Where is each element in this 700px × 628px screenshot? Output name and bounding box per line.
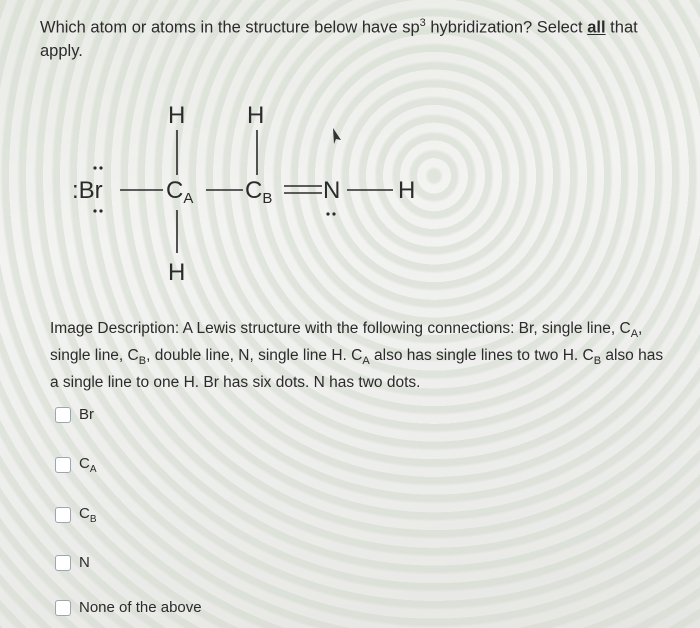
atom-h-right: H xyxy=(398,177,416,204)
checkbox[interactable] xyxy=(55,555,71,571)
checkbox[interactable] xyxy=(55,457,71,473)
mouse-cursor-icon xyxy=(333,128,341,144)
option-label: $C_A$ xyxy=(79,455,97,475)
br-dot xyxy=(99,166,102,169)
atom-cb: $C_B$ xyxy=(245,177,273,207)
checkbox[interactable] xyxy=(55,600,71,616)
option-cb[interactable] xyxy=(55,505,97,525)
atom-br: :Br xyxy=(72,177,103,204)
br-dot xyxy=(93,166,96,169)
checkbox[interactable] xyxy=(55,507,71,523)
option-ca[interactable] xyxy=(55,455,97,475)
atom-n: N xyxy=(323,177,341,204)
lewis-structure xyxy=(0,0,700,300)
br-dot xyxy=(93,209,96,212)
option-br[interactable] xyxy=(55,406,94,423)
question-text: Which atom or atoms in the structure below have $sp^3$ hybridization? Select all that apply. xyxy=(40,17,638,60)
atom-h-top-a: H xyxy=(168,102,186,129)
option-label: None of the above xyxy=(79,599,202,616)
atom-h-top-b: H xyxy=(247,102,265,129)
n-dot xyxy=(326,212,329,215)
emphasis-all: all xyxy=(587,18,606,37)
br-dot xyxy=(99,209,102,212)
option-none-of-the-above[interactable] xyxy=(55,599,202,616)
atom-ca: $C_A$ xyxy=(166,177,194,207)
checkbox[interactable] xyxy=(55,407,71,423)
option-label: N xyxy=(79,554,90,571)
image-description: Image Description: A Lewis structure with the following connections: Br, single line, $C_A$, single line, $C_B$, double line, N, single line H. $C_A$ also has single lines to two H. $C_B$ also has a single line to one H. Br has six dots. N has two dots. xyxy=(50,320,664,392)
option-label: $C_B$ xyxy=(79,505,97,525)
option-label: Br xyxy=(79,406,94,423)
n-dot xyxy=(332,212,335,215)
atom-h-bottom-a: H xyxy=(168,259,186,286)
option-n[interactable] xyxy=(55,554,90,571)
